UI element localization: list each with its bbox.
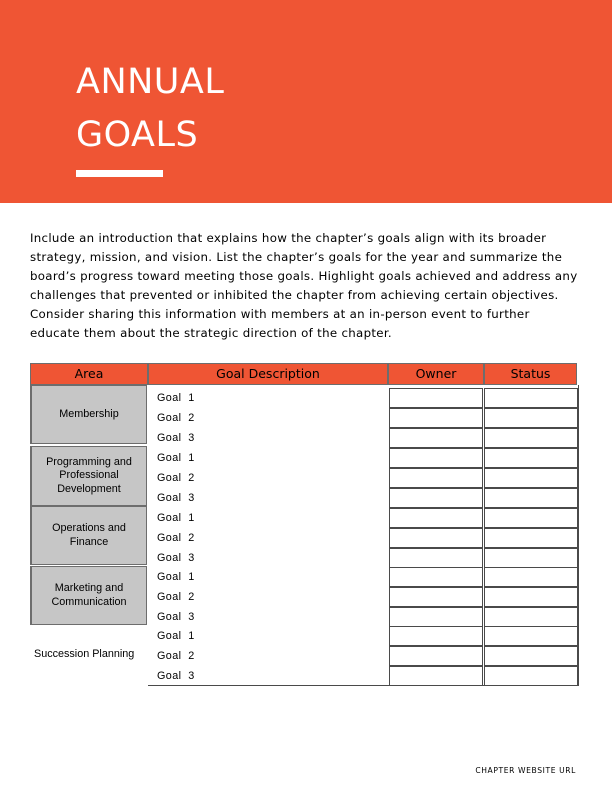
status-cell[interactable] — [484, 548, 578, 568]
status-cell[interactable] — [484, 388, 578, 408]
owner-cell[interactable] — [389, 428, 483, 448]
status-cell[interactable] — [484, 646, 578, 666]
goal-label: Goal 3 — [157, 611, 195, 623]
area-cell: Operations and Finance — [30, 506, 147, 565]
goal-label: Goal 1 — [157, 630, 195, 642]
page-title-line-1: ANNUAL — [76, 62, 225, 102]
goal-label: Goal 3 — [157, 552, 195, 564]
owner-cell[interactable] — [389, 388, 483, 408]
owner-cell[interactable] — [389, 408, 483, 428]
goal-label: Goal 2 — [157, 650, 195, 662]
table-bottom-border — [148, 685, 579, 686]
owner-cell[interactable] — [389, 548, 483, 568]
intro-paragraph: Include an introduction that explains how the chapter’s goals align with its broader strategy, mission, and vision. List the chapter’s goals for the year and summarize the board’s progress toward meeting those goals. Highlight goals achieved and address any challenges that prevented or inhibited the chapter from achieving certain objectives. Consider sharing this information with members at an in-person event to further educate them about the strategic direction of the chapter. — [30, 231, 578, 340]
status-cell[interactable] — [484, 448, 578, 468]
status-cell[interactable] — [484, 508, 578, 528]
page-title-line-2: GOALS — [76, 115, 199, 155]
goal-label: Goal 1 — [157, 571, 195, 583]
goal-label: Goal 1 — [157, 392, 195, 404]
goal-label: Goal 3 — [157, 492, 195, 504]
goal-label: Goal 3 — [157, 670, 195, 682]
owner-cell[interactable] — [389, 488, 483, 508]
chapter-website-url: CHAPTER WEBSITE URL — [475, 766, 576, 775]
owner-cell[interactable] — [389, 528, 483, 548]
owner-cell[interactable] — [389, 607, 483, 627]
status-cell[interactable] — [484, 626, 578, 646]
area-cell: Membership — [30, 385, 147, 444]
goal-label: Goal 1 — [157, 452, 195, 464]
area-cell: Programming and Professional Development — [30, 446, 147, 506]
owner-cell[interactable] — [389, 646, 483, 666]
owner-cell[interactable] — [389, 448, 483, 468]
owner-cell[interactable] — [389, 508, 483, 528]
goal-label: Goal 2 — [157, 532, 195, 544]
status-cell[interactable] — [484, 607, 578, 627]
status-cell[interactable] — [484, 587, 578, 607]
goal-label: Goal 1 — [157, 512, 195, 524]
description-column-divider — [578, 385, 579, 686]
owner-cell[interactable] — [389, 567, 483, 587]
page-title — [76, 56, 224, 162]
title-underline — [76, 170, 163, 177]
goal-label: Goal 2 — [157, 412, 195, 424]
header-banner — [0, 0, 612, 203]
goal-label: Goal 3 — [157, 432, 195, 444]
area-cell: Succession Planning — [30, 625, 150, 685]
status-cell[interactable] — [484, 468, 578, 488]
status-cell[interactable] — [484, 666, 578, 686]
owner-cell[interactable] — [389, 626, 483, 646]
status-cell[interactable] — [484, 488, 578, 508]
status-cell[interactable] — [484, 567, 578, 587]
owner-cell[interactable] — [389, 587, 483, 607]
header-owner: Owner — [388, 363, 484, 385]
header-status: Status — [484, 363, 577, 385]
status-cell[interactable] — [484, 408, 578, 428]
goal-label: Goal 2 — [157, 591, 195, 603]
area-cell: Marketing and Communication — [30, 566, 147, 625]
header-goal-description: Goal Description — [148, 363, 388, 385]
owner-cell[interactable] — [389, 468, 483, 488]
status-cell[interactable] — [484, 528, 578, 548]
status-cell[interactable] — [484, 428, 578, 448]
goal-label: Goal 2 — [157, 472, 195, 484]
owner-cell[interactable] — [389, 666, 483, 686]
header-area: Area — [30, 363, 148, 385]
